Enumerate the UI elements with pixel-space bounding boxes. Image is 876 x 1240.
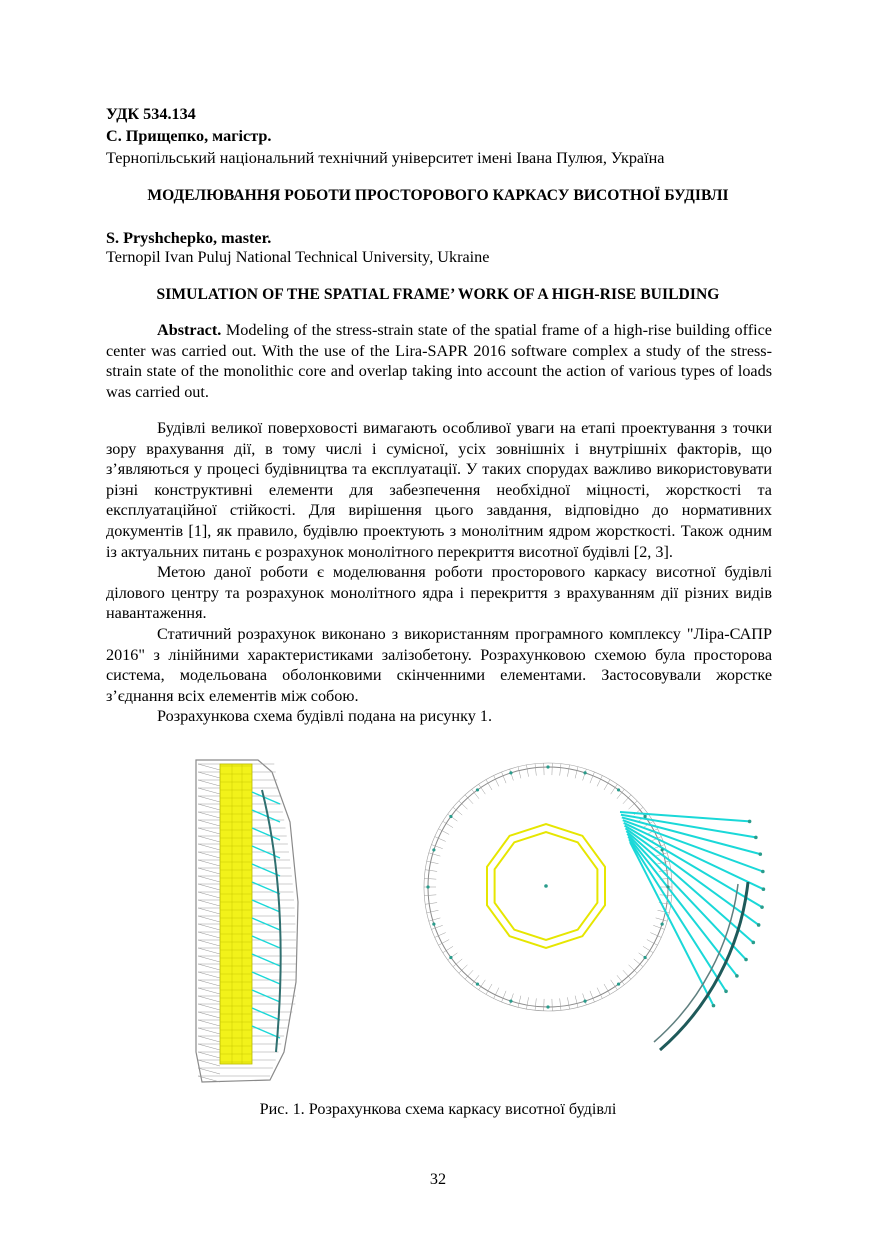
abstract-text: Modeling of the stress-strain state of the spatial frame of a high-rise building office center was carried out. With the use of the Lira-SAPR 2016 software complex a study of the stress-strain state of the monolithic core and overlap taking into account the action of various types of loads was carried out. <box>106 321 772 401</box>
figure-caption: Рис. 1. Розрахункова схема каркасу висотної будівлі <box>259 1100 617 1118</box>
affiliation-ua: Тернопільський національний технічний університет імені Івана Пулюя, Україна <box>106 149 665 167</box>
paragraph: Метою даної роботи є моделювання роботи просторового каркасу висотної будівлі ділового центру та розрахунок монолітного ядра і перекриття з врахуванням дії різних видів навантаження. <box>106 563 772 623</box>
abstract-label: Abstract. <box>157 321 222 339</box>
author-en: S. Pryshchepko, master. <box>106 229 272 247</box>
tower-elevation-view <box>196 760 298 1082</box>
figure-frame-model <box>180 752 780 1092</box>
affiliation-en: Ternopil Ivan Puluj National Technical University, Ukraine <box>106 248 490 266</box>
page-number: 32 <box>429 1170 447 1188</box>
body-text <box>106 418 772 727</box>
paragraph: Статичний розрахунок виконано з використанням програмного комплексу "Ліра-САПР 2016" з лінійними характеристиками залізобетону. Розрахунковою схемою була просторова система, модельована оболонковими скінченними елементами. Застосовували жорстке з’єднання всіх елементів між собою. <box>106 624 772 705</box>
abstract <box>106 320 772 402</box>
author-ua: С. Прищепко, магістр. <box>106 127 272 145</box>
paragraph: Будівлі великої поверховості вимагають особливої уваги на етапі проектування з точки зору врахування дії, в тому числі і сумісної, усіх зовнішніх і внутрішніх факторів, що з’являються у процесі будівництва та експлуатації. У таких спорудах важливо використовувати різні конструктивні елементи для забезпечення необхідної міцності, жорсткості та експлуатаційної стійкості. Для вирішення цього завдання, відповідно до нормативних документів [1], як правило, будівлю проектують з монолітним ядром жорсткості. Також одним із актуальних питань є розрахунок монолітного перекриття висотної будівлі [2, 3]. <box>106 419 772 561</box>
udc-code: УДК 534.134 <box>106 105 196 123</box>
title-ua: МОДЕЛЮВАННЯ РОБОТИ ПРОСТОРОВОГО КАРКАСУ ВИСОТНОЇ БУДІВЛІ <box>147 187 729 204</box>
paragraph: Розрахункова схема будівлі подана на рисунку 1. <box>157 707 492 726</box>
title-en: SIMULATION OF THE SPATIAL FRAME’ WORK OF A HIGH-RISE BUILDING <box>156 286 720 303</box>
floor-plan-view <box>424 763 765 1050</box>
